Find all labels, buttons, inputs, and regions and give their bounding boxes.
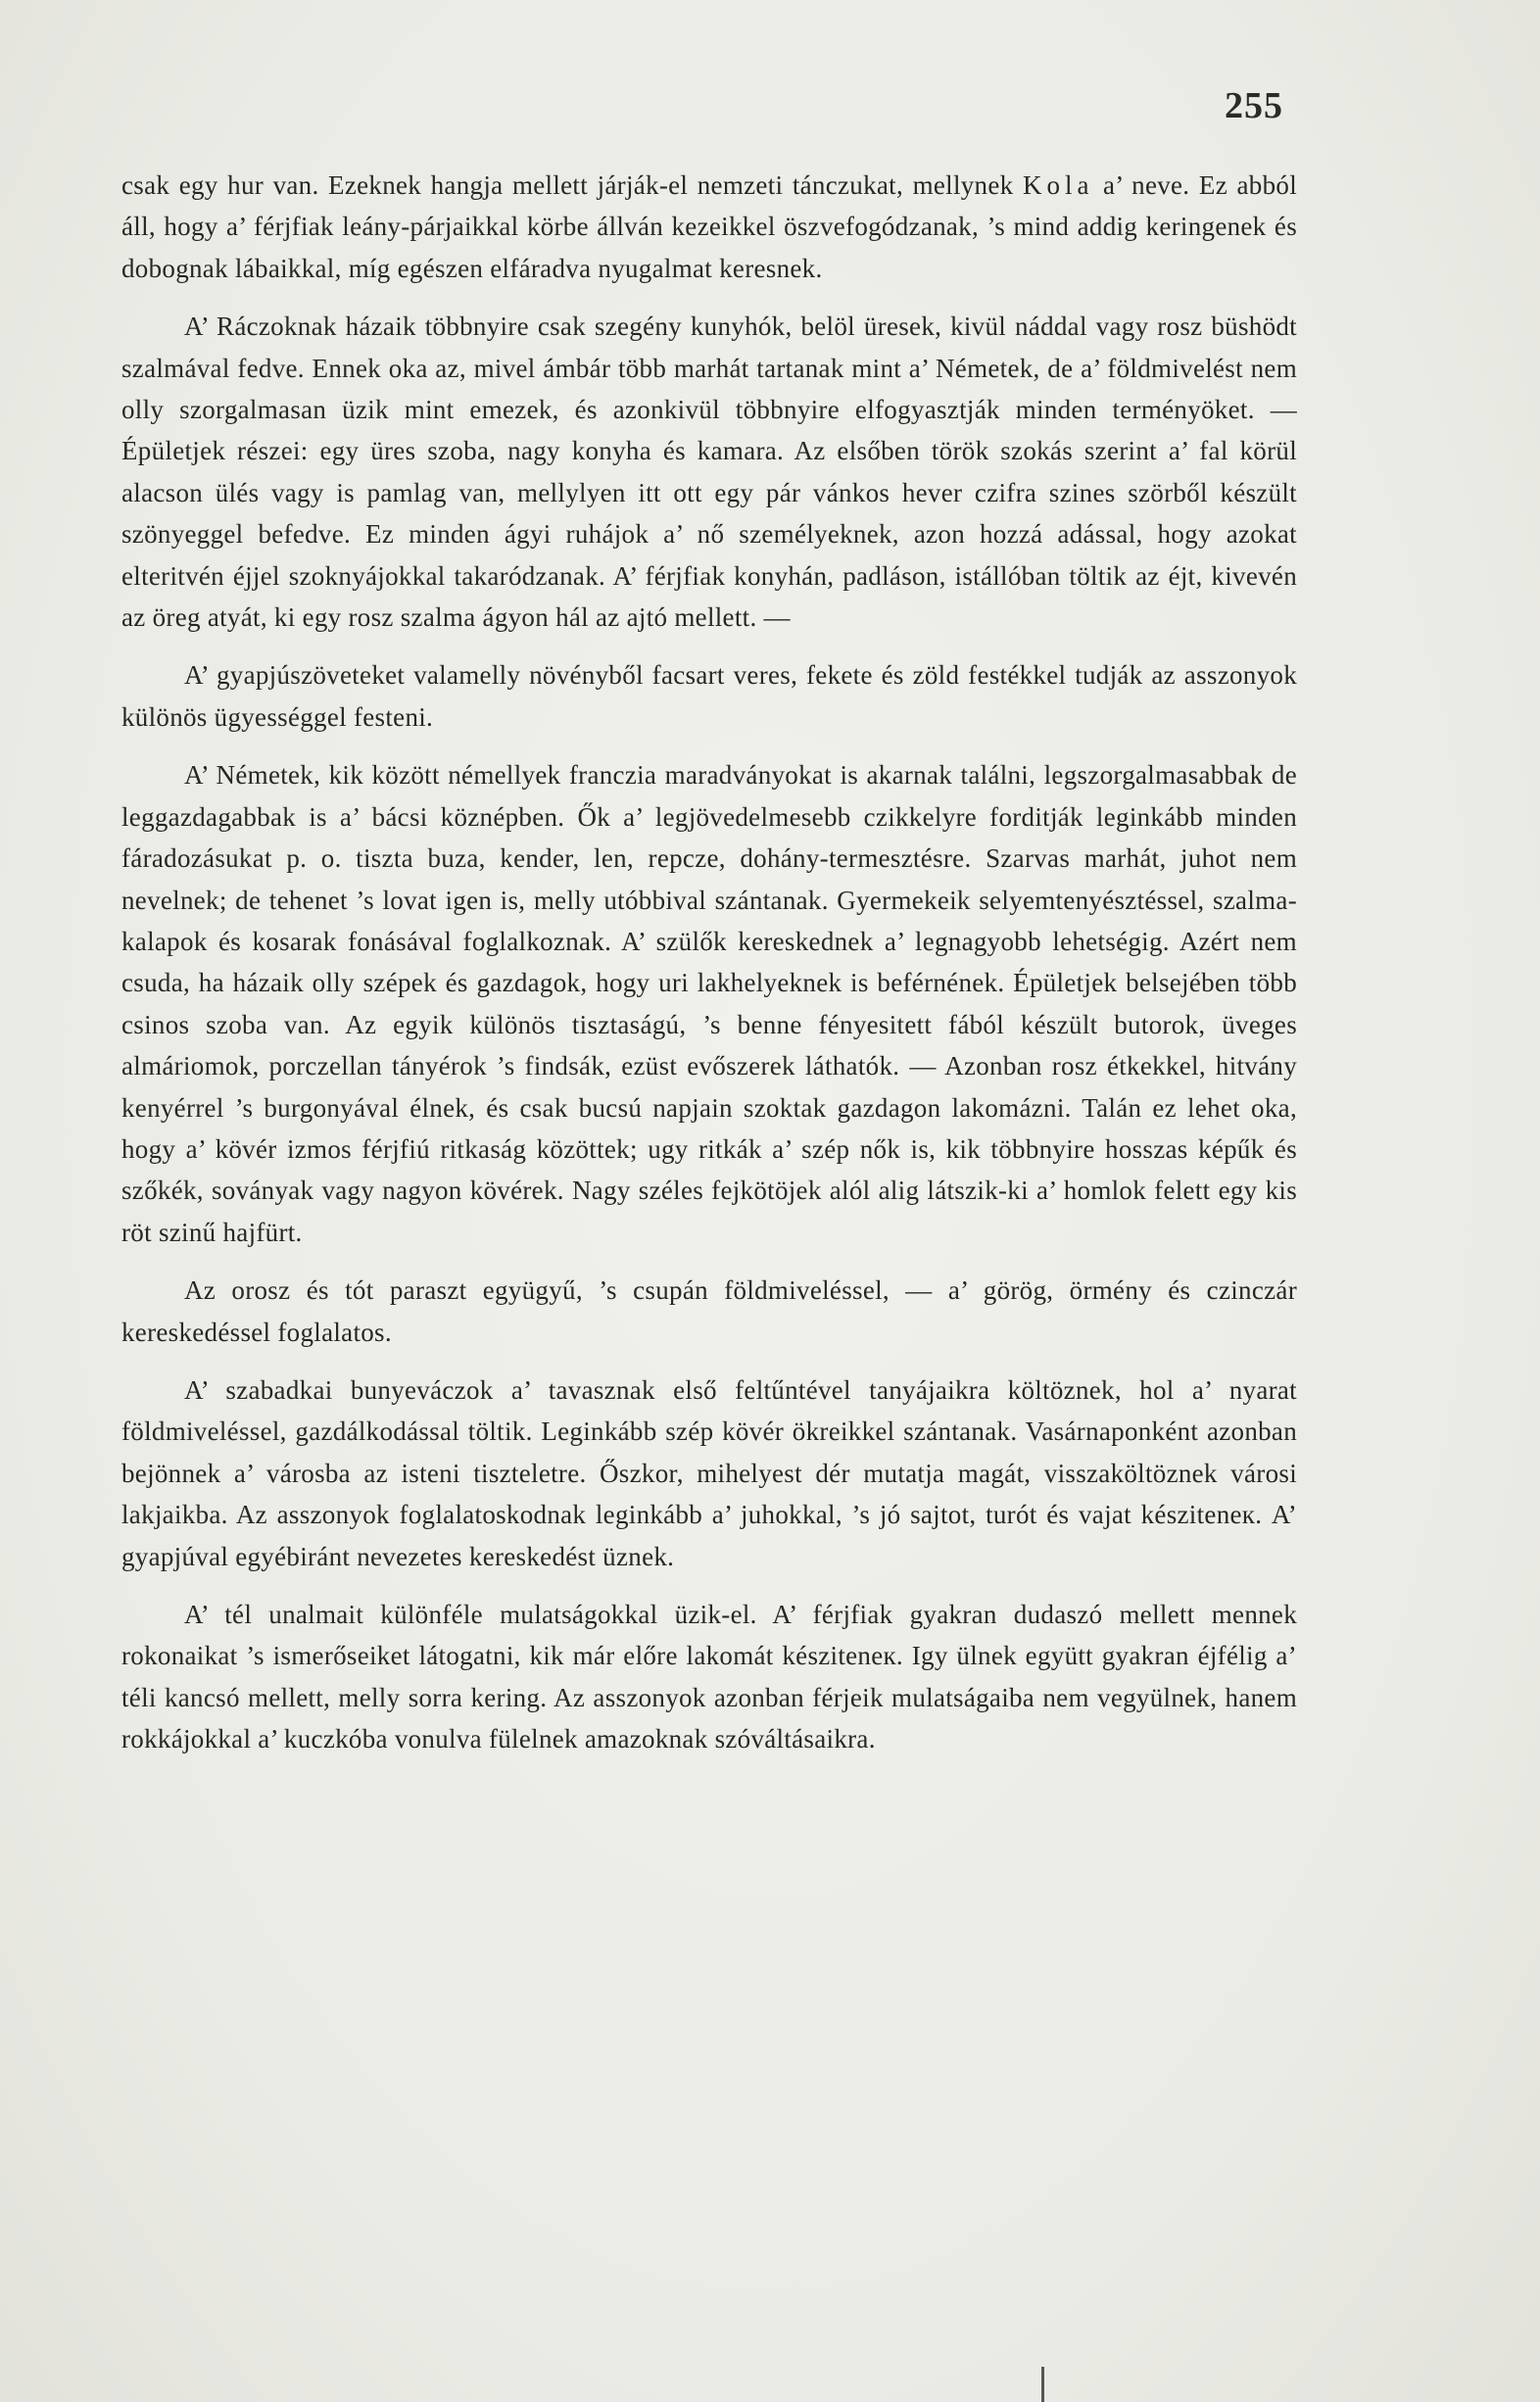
paragraph-2: A’ Ráczoknak házaik többnyire csak szegény kunyhók, belöl üresek, kivül náddal vagy rosz büshödt szalmával fedve. Ennek oka az, mivel ámbár több marhát tartanak mint a’ Németek, de a’ földmivelést nem olly szorgalmasan üzik mint emezek, és azonkivül többnyire elfogyasztják minden terményöket. — Épületjek részei: egy üres szoba, nagy konyha és kamara. Az elsőben török szokás szerint a’ fal körül alacson ülés vagy is pamlag van, mellylyen itt ott egy pár vánkos hever czifra szines szörből készült szönyeggel befedve. Ez minden ágyi ruhájok a’ nő személyeknek, azon hozzá adással, hogy azokat elteritvén éjjel szoknyájokkal takaródzanak. A’ férjfiak konyhán, padláson, istállóban töltik az éjt, kivevén az öreg atyát, ki egy rosz szalma ágyon hál az ajtó mellett. —: [121, 312, 1297, 633]
page-number: 255: [1225, 85, 1283, 126]
body-text: [121, 165, 1297, 1777]
paragraph-1-text-a: csak egy hur van. Ezeknek hangja mellett járják-el nemzeti tánczukat, mellynek: [121, 170, 1023, 200]
print-mark: [1041, 2367, 1044, 2402]
kola-dance-name: Kola: [1023, 170, 1094, 200]
paragraph-1-text-b: a’ neve. Ez abból áll, hogy a’ férjfiak leány-párjaikkal körbe állván kezeikkel öszvefogódzanak, ’s mind addig keringenek és dobognak lábaikkal, míg egészen elfáradva nyugalmat keresnek.: [121, 170, 1298, 283]
paragraph-1: [121, 165, 1297, 289]
paragraph-7: A’ tél unalmait különféle mulatságokkal üzik-el. A’ férjfiak gyakran dudaszó mellett mennek rokonaikat ’s ismerőseiket látogatni, kik már előre lakomát késziteneк. Igy ülnek együtt gyakran éjfélig a’ téli kancsó mellett, melly sorra kering. Az asszonyok azonban férjeik mulatságaiba nem vegyülnek, hanem rokkájokkal a’ kuczkóba vonulva fülelnek amazoknak szóváltásaikra.: [121, 1600, 1297, 1754]
paragraph-3: A’ gyapjúszöveteket valamelly növényből facsart veres, fekete és zöld festékkel tudják az asszonyok különös ügyességgel festeni.: [121, 660, 1297, 732]
paragraph-5: Az orosz és tót paraszt együgyű, ’s csupán földmiveléssel, — a’ görög, örmény és czinczár kereskedéssel foglalatos.: [121, 1275, 1297, 1347]
paragraph-4: A’ Németek, kik között némellyek franczia maradványokat is akarnak találni, legszorgalmasabbak de leggazdagabbak is a’ bácsi köznépben. Ők a’ legjövedelmesebb czikkelyre forditják leginkább minden fáradozásukat p. o. tiszta buza, kender, len, repcze, dohány-termesztésre. Szarvas marhát, juhot nem nevelnek; de tehenet ’s lovat igen is, melly utóbbival szántanak. Gyermekeik selyemtenyésztéssel, szalma-kalapok és kosarak fonásával foglalkoznak. A’ szülők kereskednek a’ legnagyobb lehetségig. Azért nem csuda, ha házaik olly szépek és gazdagok, hogy uri lakhelyeknek is beférnének. Épületjek belsejében több csinos szoba van. Az egyik különös tisztaságú, ’s benne fényesitett fából készült butorok, üveges almáriomok, porczellan tányérok ’s findsák, ezüst evőszerek láthatók. — Azonban rosz étkekkel, hitvány kenyérrel ’s burgonyával élnek, és csak bucsú napjain szoktak gazdagon lakomázni. Talán ez lehet oka, hogy a’ kövér izmos férjfiú ritkaság közöttek; ugy ritkák a’ szép nők is, kik többnyire hosszas képűk és szőkék, soványak vagy nagyon kövérek. Nagy széles fejkötöjek alól alig látszik-ki a’ homlok felett egy kis röt szinű hajfürt.: [121, 760, 1297, 1247]
paragraph-6: A’ szabadkai bunyeváczok a’ tavasznak első feltűntével tanyájaikra költöznek, hol a’ nyarat földmiveléssel, gazdálkodással töltik. Leginkább szép kövér ökreikkel szántanak. Vasárnaponként azonban bejönnek a’ városba az isteni tiszteletre. Őszkor, mihelyest dér mutatja magát, visszaköltöznek városi lakjaikba. Az asszonyok foglalatoskodnak leginkább a’ juhokkal, ’s jó sajtot, turót és vajat késziteneк. A’ gyapjúval egyébiránt nevezetes kereskedést üznek.: [121, 1374, 1297, 1571]
